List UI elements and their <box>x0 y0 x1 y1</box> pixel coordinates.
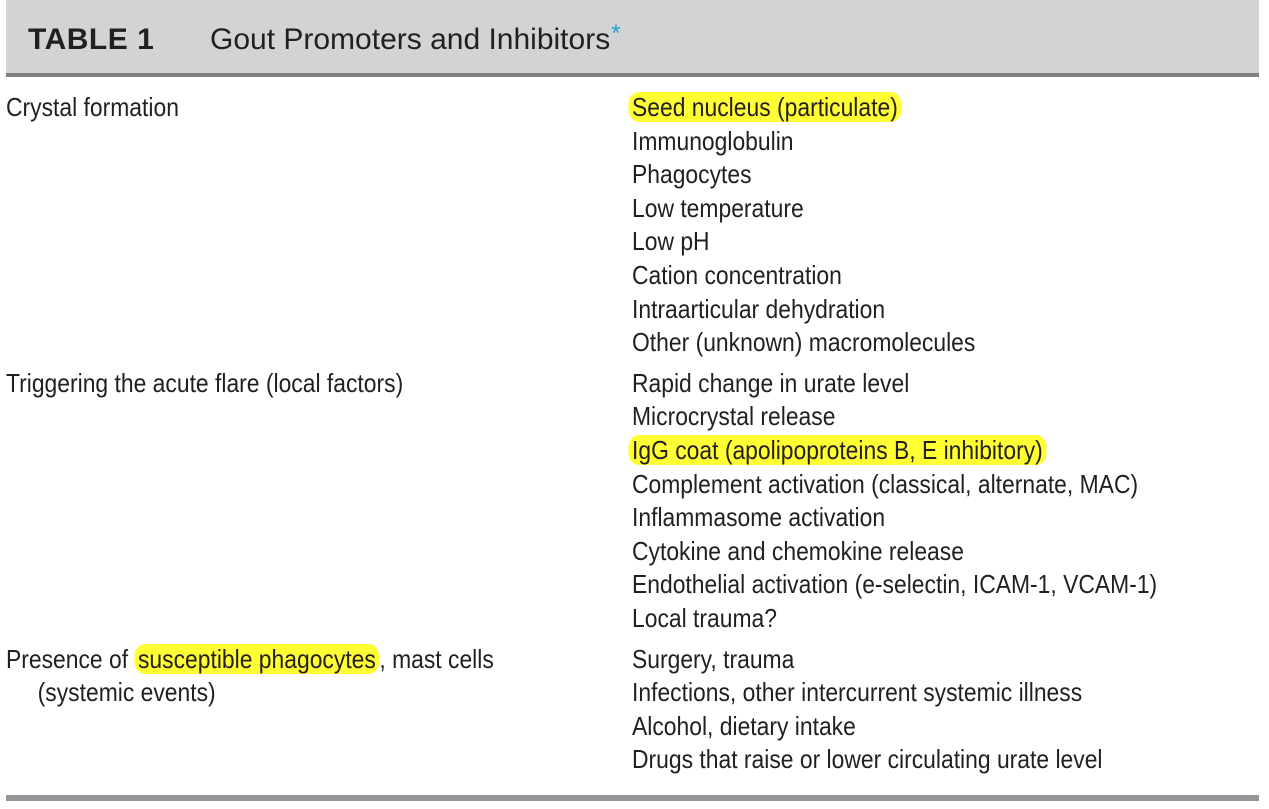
list-item: Cation concentration <box>632 259 842 290</box>
list-item: Local trauma? <box>632 602 777 633</box>
highlighted-item: IgG coat (apolipoproteins B, E inhibitory) <box>628 435 1046 465</box>
list-item: Complement activation (classical, alternate, MAC) <box>632 468 1139 499</box>
list-item: Immunoglobulin <box>632 125 794 156</box>
list-item: Cytokine and chemokine release <box>632 535 964 566</box>
table-row-crystal-formation <box>6 91 1259 360</box>
list-item: Microcrystal release <box>632 401 836 432</box>
table-title-text: Gout Promoters and Inhibitors <box>210 23 611 56</box>
list-item: Other (unknown) macromolecules <box>632 327 976 358</box>
table-header <box>6 0 1259 77</box>
table-title <box>210 22 621 60</box>
factor-items <box>632 643 1259 777</box>
factor-subline: (systemic events) <box>37 677 216 708</box>
list-item: Intraarticular dehydration <box>632 293 886 324</box>
factor-label: Triggering the acute flare (local factors) <box>6 367 404 398</box>
list-item: Infections, other intercurrent systemic illness <box>632 677 1083 708</box>
table-label: TABLE 1 <box>28 23 155 56</box>
list-item <box>632 434 1184 468</box>
list-item: Phagocytes <box>632 159 752 190</box>
list-item: Surgery, trauma <box>632 643 795 674</box>
list-item: Endothelial activation (e-selectin, ICAM-1, VCAM-1) <box>632 569 1158 600</box>
table-row-triggering-acute-flare <box>6 367 1259 636</box>
factor-prefix: Presence of <box>6 643 135 674</box>
factor-items <box>632 367 1259 636</box>
table-row-susceptible-phagocytes <box>6 643 1259 777</box>
factor-suffix: , mast cells <box>379 643 494 674</box>
highlighted-item: Seed nucleus (particulate) <box>628 92 901 122</box>
list-item <box>632 91 1184 125</box>
list-item: Alcohol, dietary intake <box>632 710 856 741</box>
factor-label <box>6 643 534 710</box>
highlighted-phrase: susceptible phagocytes <box>134 644 379 674</box>
list-item: Low temperature <box>632 192 804 223</box>
list-item: Rapid change in urate level <box>632 367 910 398</box>
list-item: Drugs that raise or lower circulating urate level <box>632 744 1103 775</box>
factor-label: Crystal formation <box>6 92 179 122</box>
list-item: Low pH <box>632 226 710 257</box>
factor-items <box>632 91 1259 360</box>
table-body <box>6 91 1259 784</box>
footnote-mark: * <box>611 20 621 47</box>
table-bottom-rule <box>6 795 1259 801</box>
list-item: Inflammasome activation <box>632 502 886 533</box>
